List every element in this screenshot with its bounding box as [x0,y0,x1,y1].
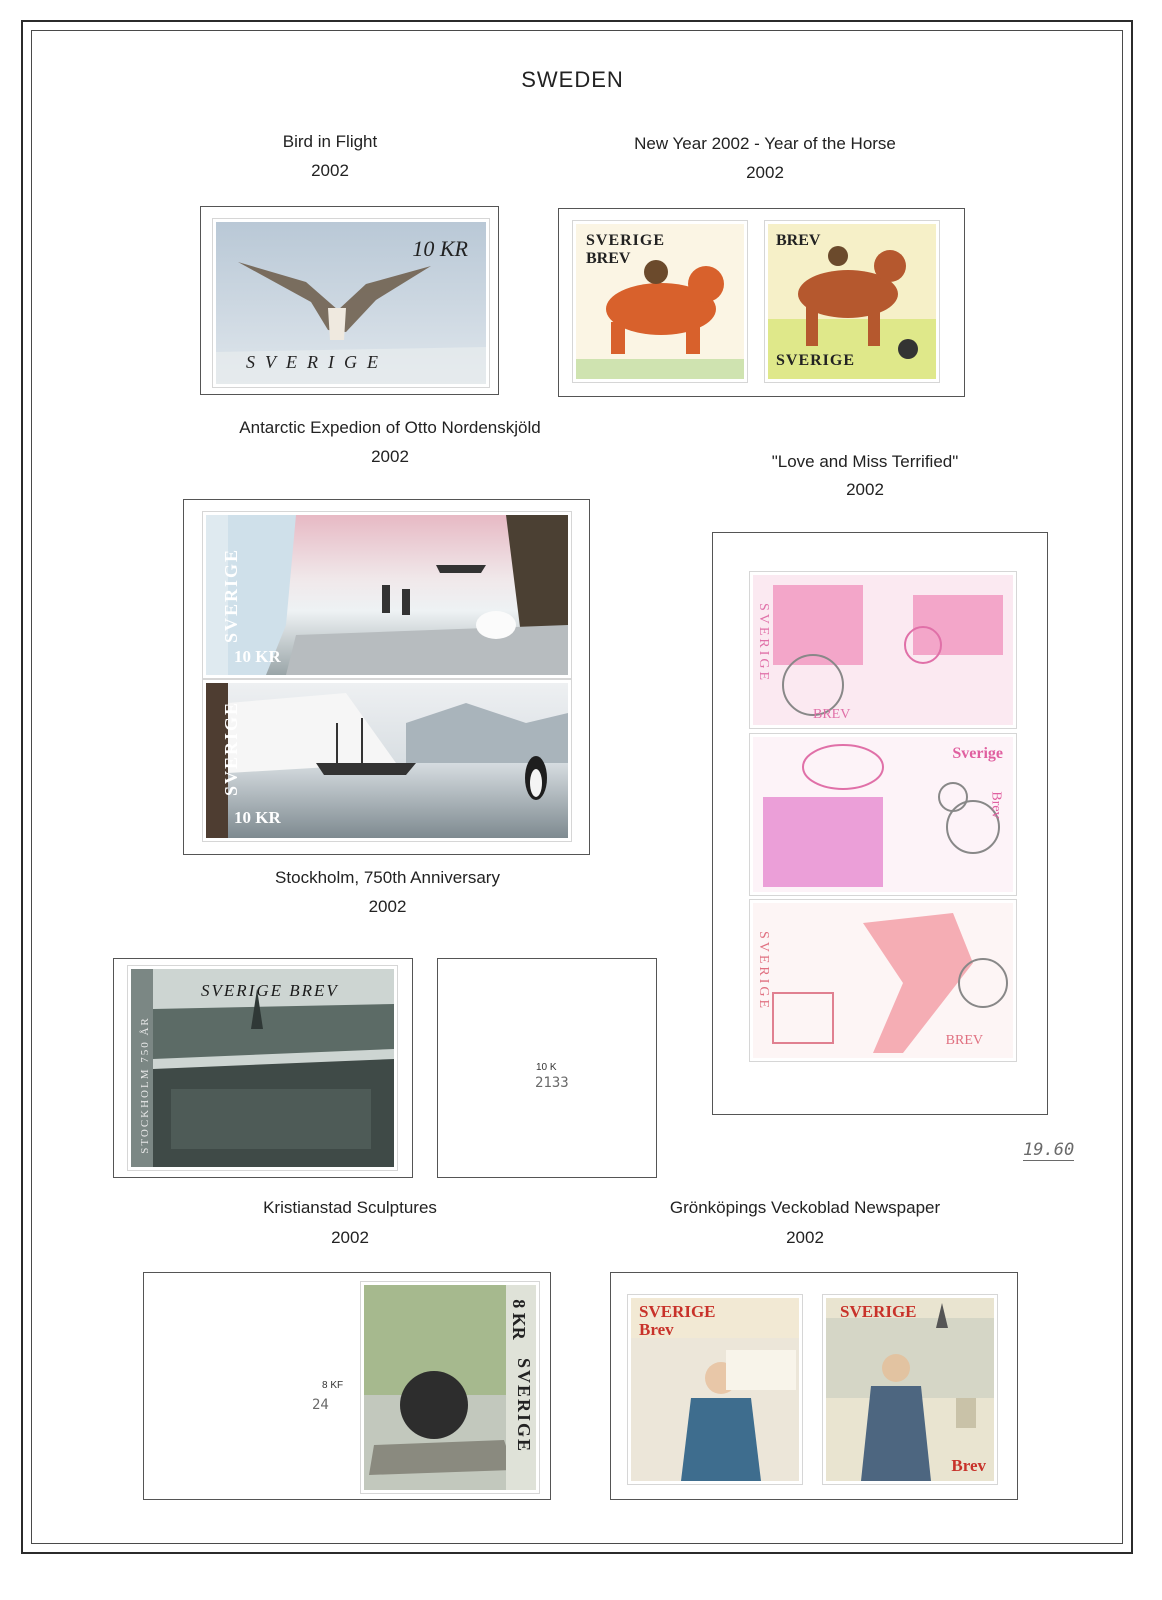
stamp-horse-1 [576,224,744,379]
section-title-bird: Bird in Flight [282,132,378,151]
stamp-love-1 [753,575,1013,725]
stamp-antarctic-1 [206,515,568,675]
stamp-country: SVERIGE [246,352,388,372]
stamp-country: SVERIGE [776,352,856,369]
mount-love [712,532,1048,1115]
section-year-bird: 2002 [311,161,349,180]
stamp-service: Brev [988,791,1004,819]
stamp-love-2 [753,737,1013,892]
stamp-country: SVERIGE [840,1302,917,1321]
stamp-stockholm [131,969,394,1167]
stamp-service: BREV [776,232,821,249]
stamp-bird-in-flight [216,222,486,384]
postman-illustration [826,1298,994,1481]
section-year-love: 2002 [846,480,884,499]
stamp-country: SVERIGE [639,1302,716,1321]
mount-kristianstad [143,1272,551,1500]
catalog-number: 24 [312,1397,329,1413]
stamp-antarctic-2 [206,683,568,838]
mount-stockholm [113,958,413,1178]
section-title-kristianstad: Kristianstad Sculptures [263,1198,437,1217]
section-title-stockholm: Stockholm, 750th Anniversary [275,868,500,887]
section-year-kristianstad: 2002 [331,1228,369,1247]
stamp-value: 10 KR [412,236,468,261]
section-year-horse: 2002 [746,163,784,182]
stamp-gronkoping-2 [826,1298,994,1481]
stamp-service: Brev [951,1456,986,1475]
stamp-country: Sverige [952,745,1003,762]
stamp-country: SVERIGE [221,700,242,797]
stamp-side-text: STOCKHOLM 750 ÅR [138,1016,151,1154]
empty-stamp-space-stockholm [437,958,657,1178]
stamp-country: SVERIGE [514,1357,535,1454]
catalog-value: 10 K [536,1062,557,1073]
section-title-horse: New Year 2002 - Year of the Horse [634,134,896,153]
stamp-value: 10 KR [234,647,281,666]
mount-gronkoping [610,1272,1018,1500]
stamp-value: 8 KR [508,1299,529,1340]
page-title: SWEDEN [521,67,624,92]
section-year-stockholm: 2002 [368,897,407,916]
mount-bird [200,206,499,395]
mount-antarctic [183,499,590,855]
stamp-love-3 [753,903,1013,1058]
stamp-horse-2 [768,224,936,379]
catalog-number: 2133 [535,1075,569,1091]
love-illustration [753,575,1013,725]
stamp-gronkoping-1 [631,1298,799,1481]
price-note: 19.60 [1023,1140,1075,1160]
catalog-value: 8 KF [322,1380,344,1391]
stamp-country: SVERIGE [586,232,666,249]
stamp-value: 10 KR [234,808,281,827]
stamp-service: BREV [945,1033,983,1048]
section-title-gronkoping: Grönköpings Veckoblad Newspaper [669,1198,941,1217]
stamp-country: SVERIGE [756,602,772,684]
section-year-gronkoping: 2002 [786,1228,824,1247]
section-year-antarctic: 2002 [371,447,409,466]
stamp-service: BREV [586,250,631,267]
stamp-country: SVERIGE [221,547,242,644]
stamp-top-text: SVERIGE BREV [201,981,339,1000]
section-title-love: "Love and Miss Terrified" [771,452,959,471]
stamp-service: Brev [639,1320,674,1339]
section-title-antarctic: Antarctic Expedion of Otto Nordenskjöld [239,418,541,437]
stamp-country: SVERIGE [756,930,772,1012]
stamp-kristianstad [364,1285,536,1490]
mount-horse [558,208,965,397]
stamp-service: BREV [813,707,851,722]
